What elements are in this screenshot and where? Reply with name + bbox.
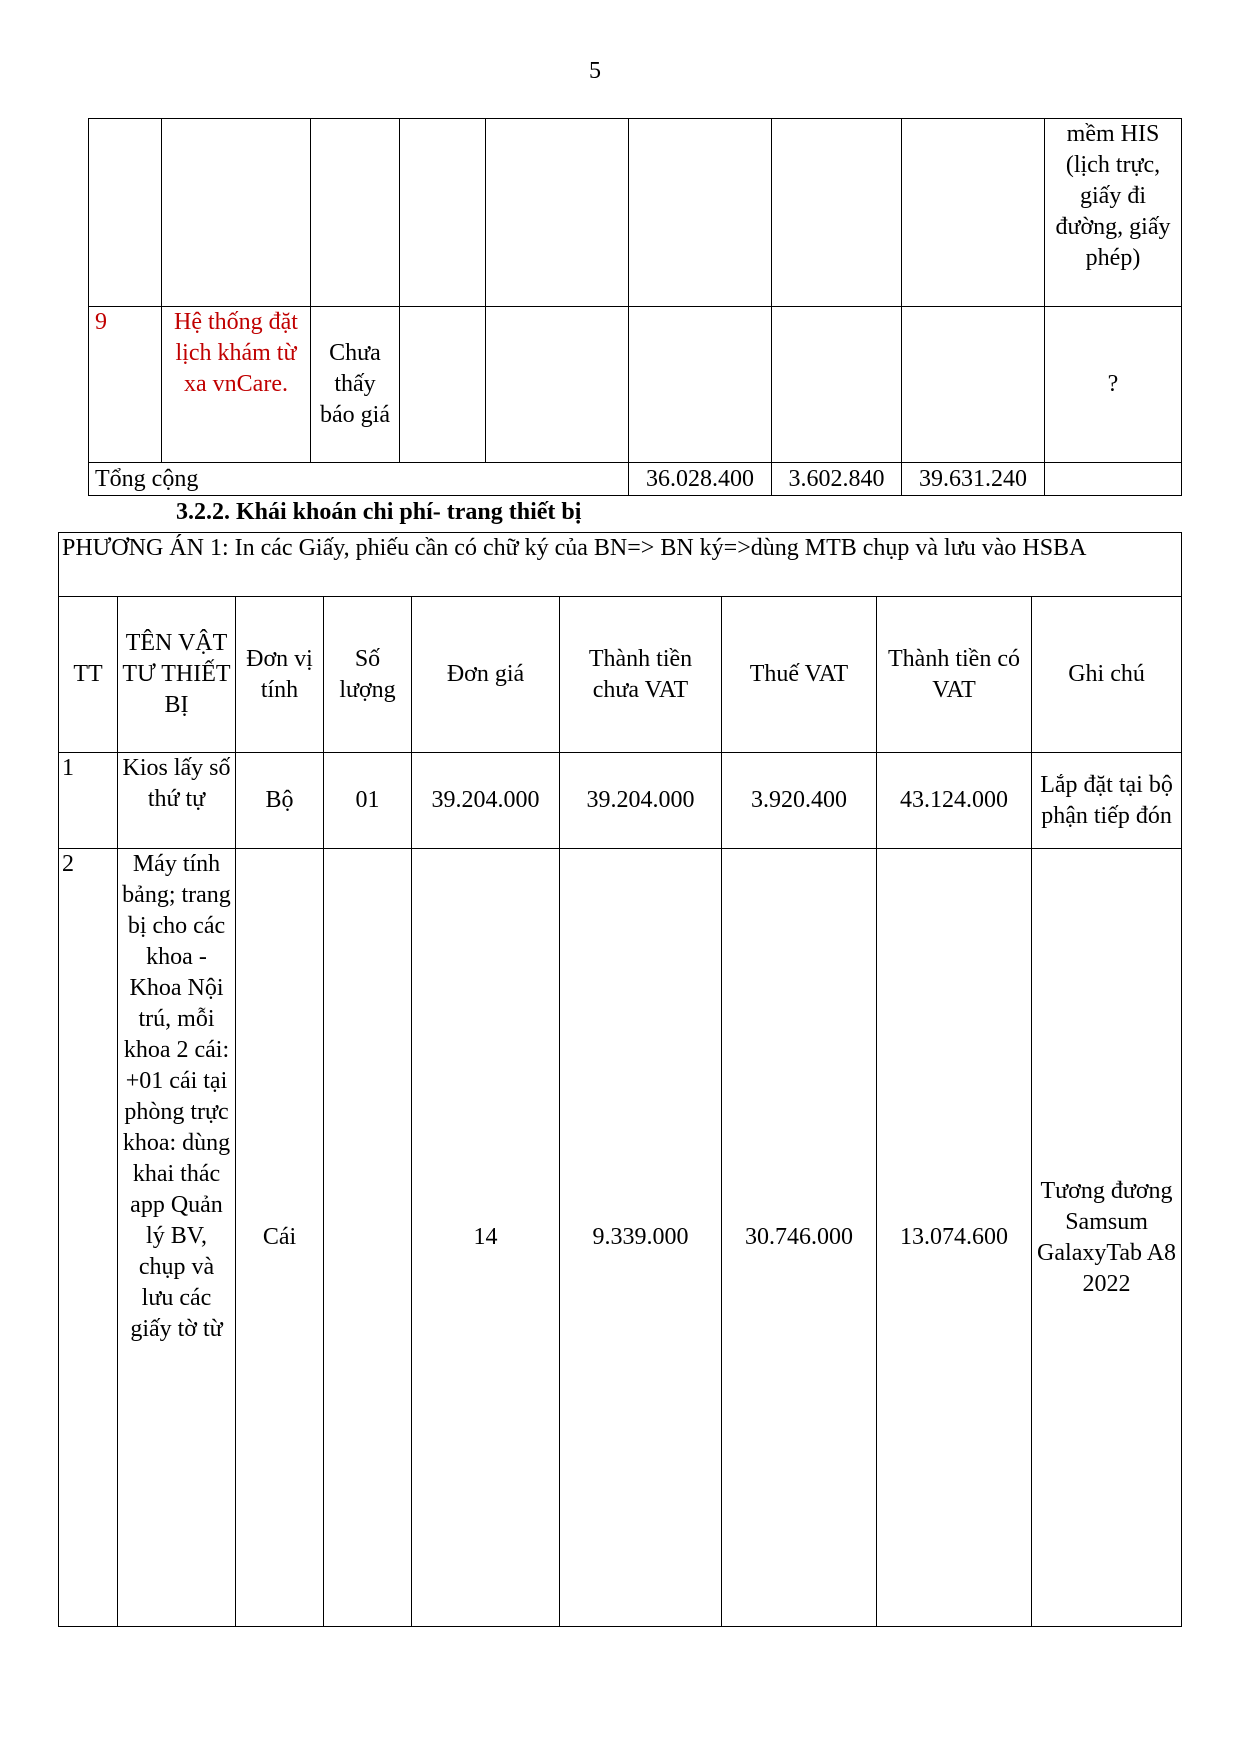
cell-empty	[902, 119, 1045, 307]
cell-amount-before-vat: 9.339.000	[560, 849, 722, 1627]
cell-empty	[89, 119, 162, 307]
cell-empty	[486, 307, 629, 463]
total-vat: 3.602.840	[772, 463, 902, 496]
header-note: Ghi chú	[1032, 597, 1182, 753]
cell-name: Máy tính bảng; trang bị cho các khoa -Khoa Nội trú, mỗi khoa 2 cái: +01 cái tại phòng trực khoa: dùng khai thác app Quản lý BV, chụp và lưu các giấy tờ từ	[118, 849, 236, 1627]
plan-title: PHƯƠNG ÁN 1: In các Giấy, phiếu cần có chữ ký của BN=> BN ký=>dùng MTB chụp và lưu vào HSBA	[59, 533, 1182, 597]
cell-name: Hệ thống đặt lịch khám từ xa vnCare.	[162, 307, 311, 463]
cell-vat: 30.746.000	[722, 849, 877, 1627]
total-label: Tổng cộng	[89, 463, 629, 496]
header-name: TÊN VẬT TƯ THIẾT BỊ	[118, 597, 236, 753]
cell-tt: 9	[89, 307, 162, 463]
cell-amount-with-vat: 43.124.000	[877, 753, 1032, 849]
total-with-vat: 39.631.240	[902, 463, 1045, 496]
header-vat: Thuế VAT	[722, 597, 877, 753]
header-qty: Số lượng	[324, 597, 412, 753]
cell-empty	[772, 119, 902, 307]
page-number: 5	[589, 58, 601, 84]
header-tt: TT	[59, 597, 118, 753]
header-price: Đơn giá	[412, 597, 560, 753]
cell-unit: Cái	[236, 849, 324, 1627]
cell-empty	[311, 119, 400, 307]
cell-vat: 3.920.400	[722, 753, 877, 849]
cell-tt: 1	[59, 753, 118, 849]
cell-empty	[486, 119, 629, 307]
cell-tt: 2	[59, 849, 118, 1627]
cell-price: 39.204.000	[412, 753, 560, 849]
cell-unit: Chưa thấy báo giá	[311, 307, 400, 463]
header-row	[59, 597, 1182, 753]
cell-name: Kios lấy số thứ tự	[118, 753, 236, 849]
cell-amount-before-vat: 39.204.000	[560, 753, 722, 849]
cell-empty	[400, 119, 486, 307]
cell-note: mềm HIS (lịch trực, giấy đi đường, giấy phép)	[1045, 119, 1182, 307]
cell-empty	[400, 307, 486, 463]
plan-title-row	[59, 533, 1182, 597]
cell-qty: 01	[324, 753, 412, 849]
cell-empty	[902, 307, 1045, 463]
cell-amount-with-vat: 13.074.600	[877, 849, 1032, 1627]
total-row	[89, 463, 1182, 496]
cell-note: ?	[1045, 307, 1182, 463]
cell-empty	[162, 119, 311, 307]
cell-empty	[772, 307, 902, 463]
table-row	[59, 849, 1182, 1627]
cell-price: 14	[412, 849, 560, 1627]
table-row	[59, 753, 1182, 849]
cell-unit: Bộ	[236, 753, 324, 849]
equipment-cost-table	[58, 532, 1182, 1627]
cell-note: Lắp đặt tại bộ phận tiếp đón	[1032, 753, 1182, 849]
cell-note: Tương đương Samsum GalaxyTab A8 2022	[1032, 849, 1182, 1627]
cell-empty	[629, 119, 772, 307]
cell-empty	[1045, 463, 1182, 496]
cell-qty	[324, 849, 412, 1627]
section-heading: 3.2.2. Khái khoán chi phí- trang thiết bị	[176, 499, 582, 525]
continued-row	[89, 119, 1182, 307]
cell-empty	[629, 307, 772, 463]
total-before-vat: 36.028.400	[629, 463, 772, 496]
header-unit: Đơn vị tính	[236, 597, 324, 753]
header-amount-with-vat: Thành tiền có VAT	[877, 597, 1032, 753]
previous-cost-table	[88, 118, 1182, 496]
header-amount-before-vat: Thành tiền chưa VAT	[560, 597, 722, 753]
table-row-9	[89, 307, 1182, 463]
